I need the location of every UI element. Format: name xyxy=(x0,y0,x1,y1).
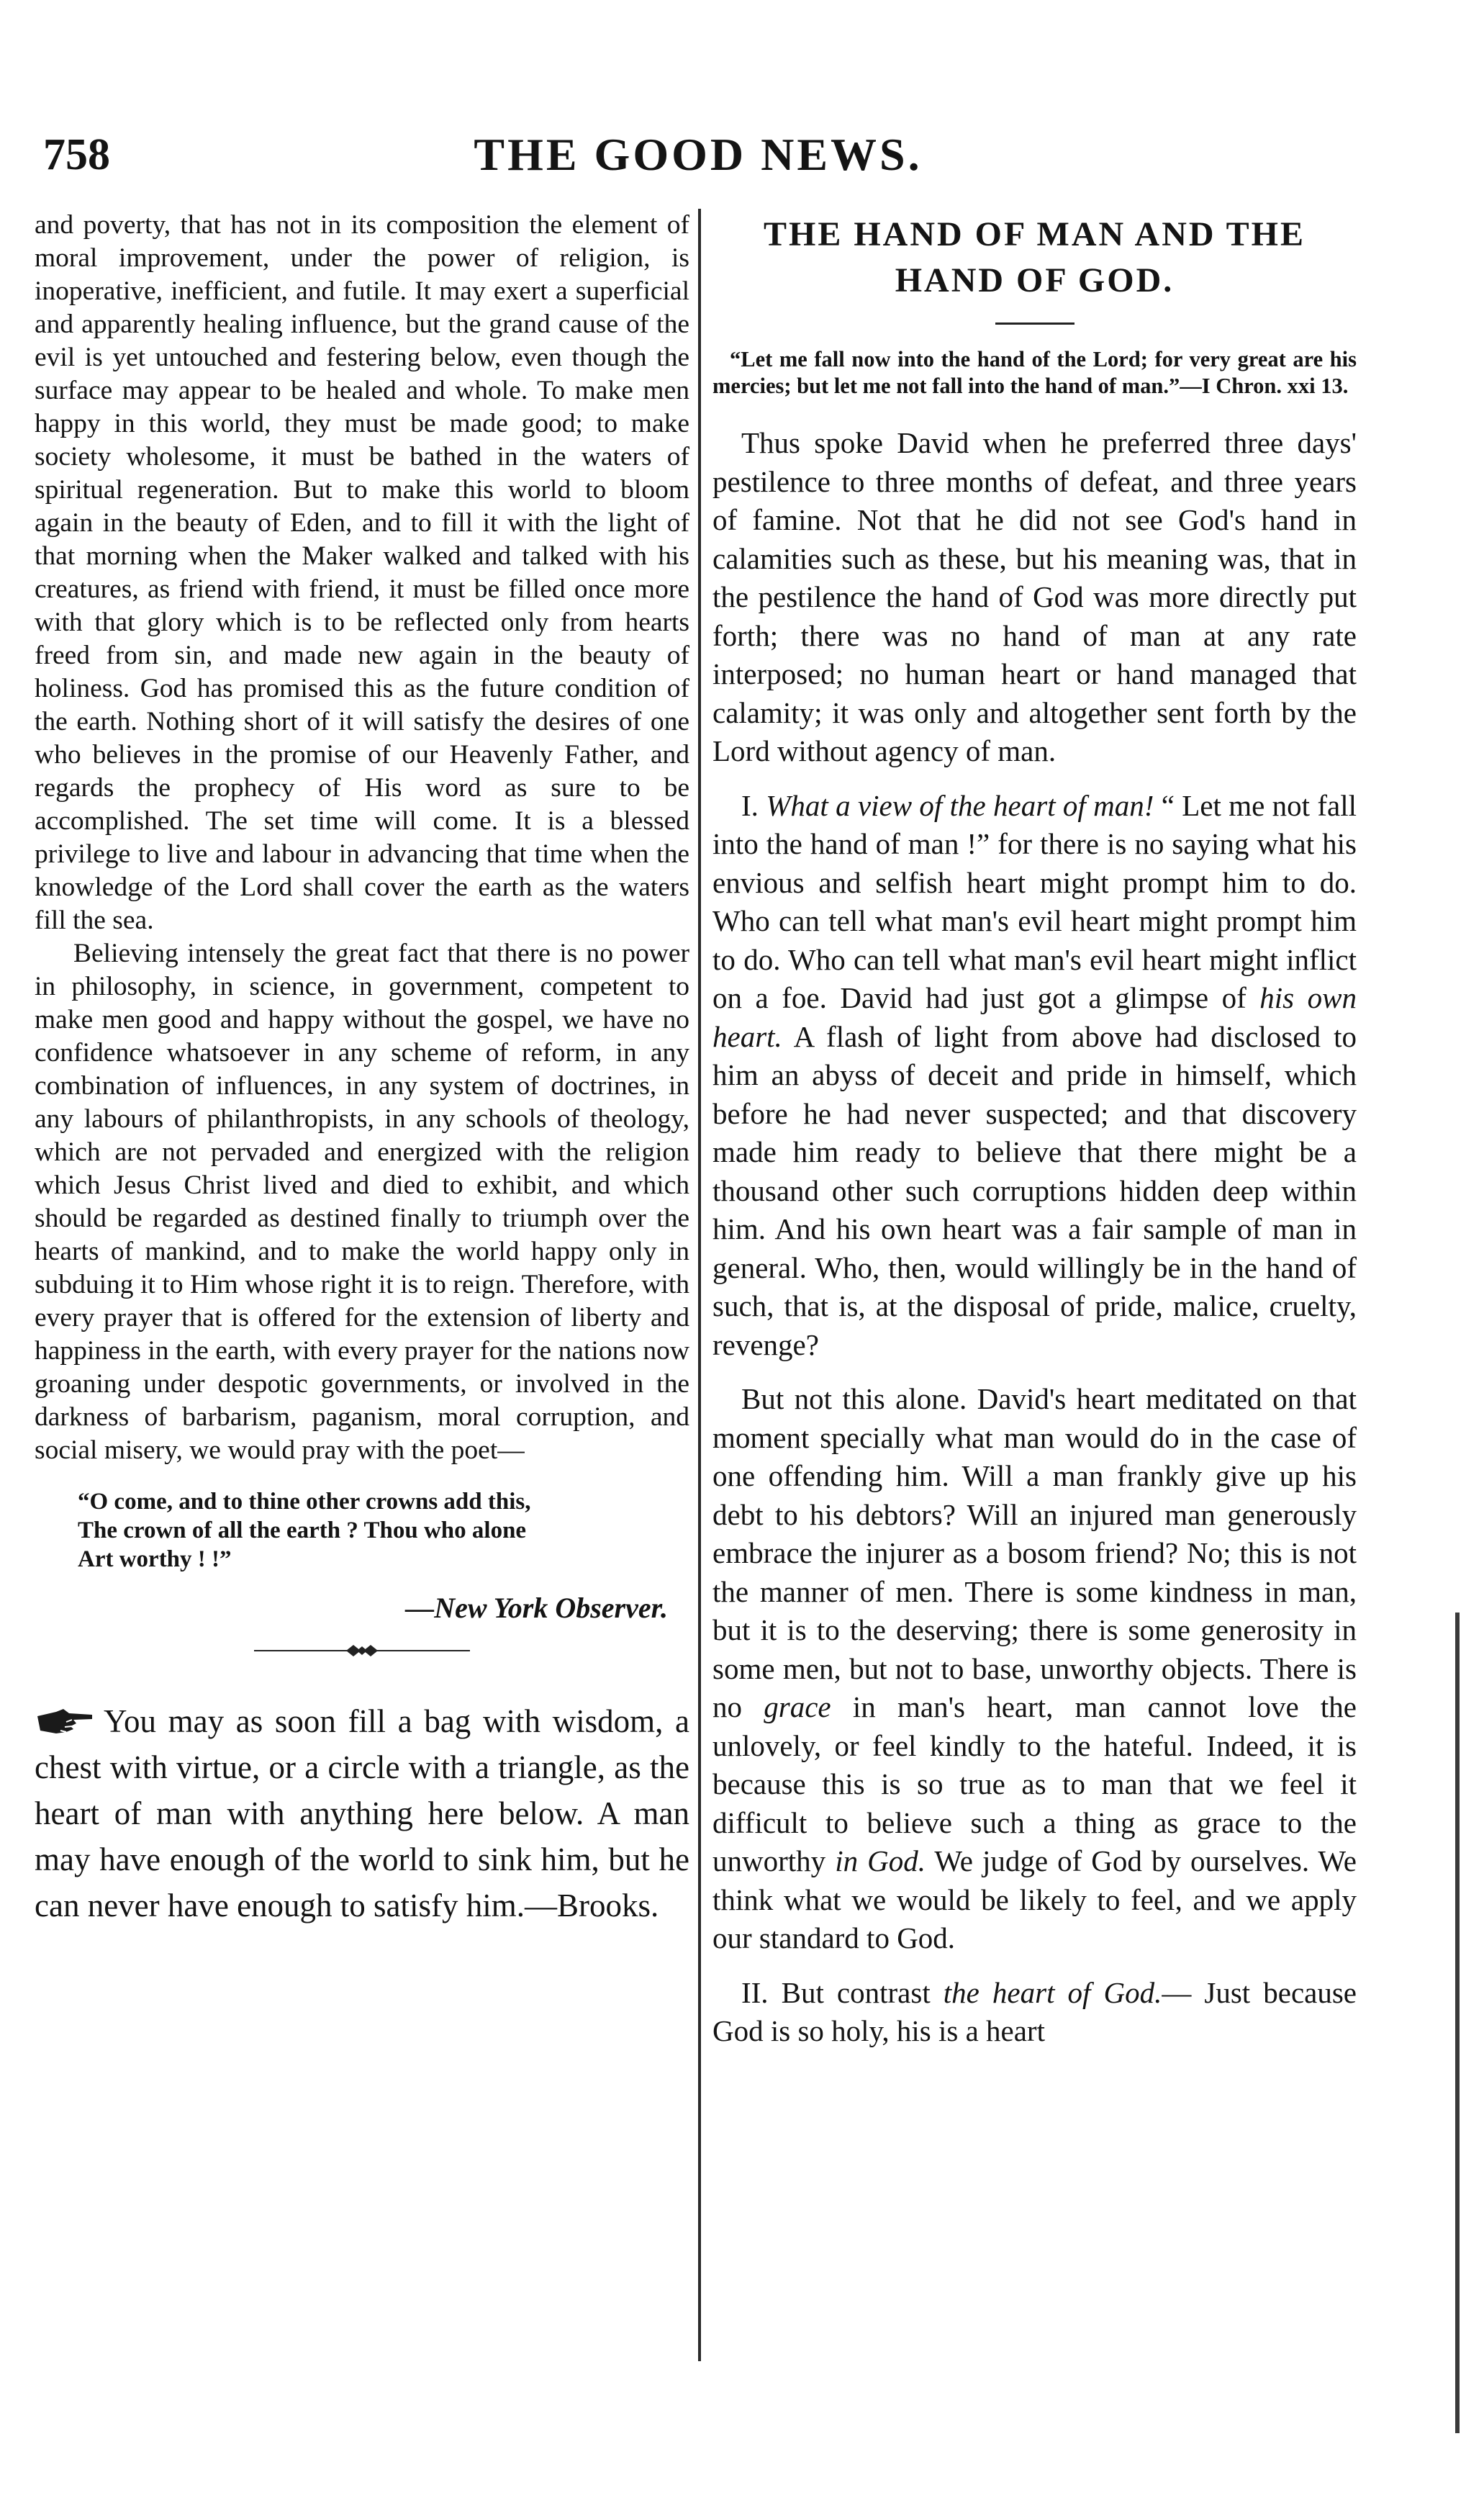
paragraph-text: in man's heart, man cannot love the unlovely, or feel kindly to the hateful. Indeed, it is because this is so true as to man that we feel it difficult to believe such a thing as grace to the unworthy xyxy=(712,1690,1357,1877)
page-number: 758 xyxy=(43,130,110,179)
section-number: I. xyxy=(741,788,759,822)
left-paragraph-1: and poverty, that has not in its composition the element of moral improvement, under the power of religion, is inoperative, inefficient, and futile. It may exert a superficial and apparently healing influence, but the grand cause of the evil is yet untouched and festering below, even though the surface may appear to be healed and whole. To make men happy in this world, they must be made good; to make society wholesome, it must be bathed in the waters of spiritual regeneration. But to make this world to bloom again in the beauty of Eden, and to fill it with the light of that morning when the Maker walked and talked with his creatures, as friend with friend, it must be filled once more with that glory which is to be reflected only from hearts freed from sin, and made new again in the beauty of holiness. God has promised this as the future condition of the earth. Nothing short of it will satisfy the desires of one who believes in the promise of our Heavenly Father, and regards the prophecy of His word as sure to be accomplished. The set time will come. It is a blessed privilege to live and labour in advancing that time when the knowledge of the Lord shall cover the earth as the waters fill the sea. xyxy=(35,210,689,935)
page-header xyxy=(40,122,1357,187)
paragraph-text: We judge of God by ourselves. We think what we would be likely to feel, and we apply our standard to God. xyxy=(712,1844,1357,1954)
running-title: THE GOOD NEWS. xyxy=(474,129,923,180)
column-divider xyxy=(698,209,701,2361)
source-attribution: —New York Observer. xyxy=(405,1592,668,1624)
section-text: A flash of light from above had disclosed to him an abyss of deceit and pride in himself, which before he had never suspected; and that discovery made him ready to believe that there might be a thousand other such corruptions hidden deep within him. And his own heart was a fair sample of man in general. Who, then, would willingly be in the hand of such, that is, at the disposal of pride, malice, cruelty, revenge? xyxy=(712,1019,1357,1361)
poem-line: The crown of all the earth ? Thou who alone xyxy=(78,1517,527,1543)
poem-line: Art worthy ! !” xyxy=(78,1546,232,1572)
aphorism-paragraph xyxy=(35,1698,689,1929)
article-title-line: THE HAND OF MAN AND THE xyxy=(763,215,1306,253)
left-paragraph-2: Believing intensely the great fact that there is no power in philosophy, in science, in government, competent to make men good and happy without the gospel, we have no confidence whatsoever in any scheme of reform, in any combination of influences, in any system of doctrines, in any labours of philanthropists, in any schools of theology, which are not pervaded and energized with the religion which Jesus Christ lived and died to exhibit, and which should be regarded as destined finally to triumph over the hearts of mankind, and to make the world happy only in subduing it to Him whose right it is to reign. Therefore, with every prayer that is offered for the extension of liberty and happiness in the earth, with every prayer for the nations now groaning under despotic governments, or involved in the darkness of barbarism, paganism, moral corruption, and social misery, we would pray with the poet— xyxy=(35,939,689,1465)
right-paragraph-1: Thus spoke David when he preferred three days' pestilence to three months of defeat, and three years of famine. Not that he did not see God's hand in calamities such as these, but his meaning was, that in the pestilence the hand of God was more directly put forth; there was no hand of man at any rate interposed; no human heart or hand managed that calamity; it was only and altogether sent forth by the Lord without agency of man. xyxy=(712,426,1357,767)
emphasis-text: his own heart. xyxy=(712,981,1357,1053)
title-rule xyxy=(995,323,1074,325)
poem-quote xyxy=(78,1487,689,1574)
section-1-paragraph xyxy=(712,787,1357,1365)
section-heading: the heart of God. xyxy=(943,1975,1162,2009)
section-text: But contrast xyxy=(781,1975,931,2009)
right-paragraph-3 xyxy=(712,1380,1357,1958)
emphasis-text: grace xyxy=(764,1690,831,1723)
section-2-paragraph xyxy=(712,1974,1357,2051)
left-column xyxy=(35,209,689,1929)
section-number: II. xyxy=(741,1975,769,2009)
section-text: — Just because God is so holy, his is a heart xyxy=(712,1975,1357,2047)
aphorism-text: You may as soon fill a bag with wisdom, a chest with virtue, or a circle with a triangle, as the heart of man with anything here below. A man may have enough of the world to sink him, but he can never have enough to satisfy him.—Brooks. xyxy=(35,1703,689,1924)
page-edge-shadow xyxy=(1455,1613,1460,2433)
right-column xyxy=(712,209,1357,2051)
poem-line: “O come, and to thine other crowns add this, xyxy=(78,1489,531,1515)
article-title xyxy=(712,212,1357,304)
emphasis-text: in God. xyxy=(835,1844,926,1877)
ornament-divider-icon xyxy=(254,1642,470,1659)
section-heading: What a view of the heart of man! xyxy=(766,788,1154,822)
section-text: “ Let me not fall into the hand of man !” for there is no saying what his envious and selfish heart might prompt him to do. Who can tell what man's evil heart might prompt him to do. Who can tell what man's evil heart might inflict on a foe. David had just got a glimpse of xyxy=(712,788,1357,1014)
paragraph-text: But not this alone. David's heart meditated on that moment specially what man would do in the case of one offending him. Will a man frankly give up his debt to his debtors? Will an injured man generously embrace the injurer as a bosom friend? No; this is not the manner of men. There is some kindness in man, but it is to the deserving; there is some generosity in some men, but not to base, unworthy objects. There is no xyxy=(712,1382,1357,1723)
scripture-epigraph: “Let me fall now into the hand of the Lord; for very great are his mercies; but let me not fall into the hand of man.”—I Chron. xxi 13. xyxy=(712,347,1357,398)
pointing-hand-icon xyxy=(35,1706,95,1736)
article-title-line: HAND OF GOD. xyxy=(895,261,1175,299)
